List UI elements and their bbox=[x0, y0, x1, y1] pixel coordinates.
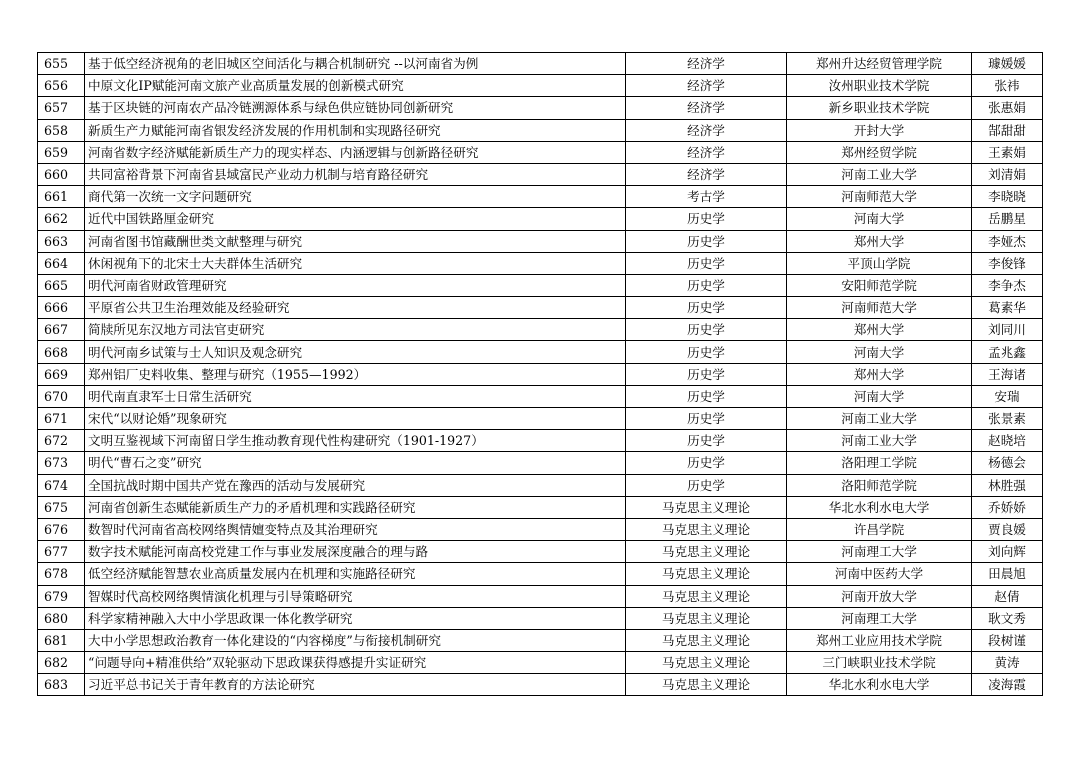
principal-investigator-cell: 林胜强 bbox=[972, 474, 1043, 496]
discipline-cell: 历史学 bbox=[626, 430, 787, 452]
row-number-cell: 672 bbox=[38, 430, 85, 452]
table-row bbox=[38, 629, 1043, 651]
discipline-cell: 历史学 bbox=[626, 274, 787, 296]
table-row bbox=[38, 230, 1043, 252]
discipline-cell: 马克思主义理论 bbox=[626, 496, 787, 518]
principal-investigator-cell: 李俊锋 bbox=[972, 252, 1043, 274]
discipline-cell: 马克思主义理论 bbox=[626, 563, 787, 585]
row-number-cell: 663 bbox=[38, 230, 85, 252]
institution-cell: 三门峡职业技术学院 bbox=[787, 652, 972, 674]
institution-cell: 郑州大学 bbox=[787, 230, 972, 252]
project-title-cell: 中原文化IP赋能河南文旅产业高质量发展的创新模式研究 bbox=[85, 75, 626, 97]
discipline-cell: 马克思主义理论 bbox=[626, 518, 787, 540]
institution-cell: 华北水利水电大学 bbox=[787, 496, 972, 518]
institution-cell: 华北水利水电大学 bbox=[787, 674, 972, 696]
table-row bbox=[38, 75, 1043, 97]
principal-investigator-cell: 王海诸 bbox=[972, 363, 1043, 385]
principal-investigator-cell: 李娅杰 bbox=[972, 230, 1043, 252]
institution-cell: 许昌学院 bbox=[787, 518, 972, 540]
row-number-cell: 677 bbox=[38, 541, 85, 563]
principal-investigator-cell: 耿文秀 bbox=[972, 607, 1043, 629]
table-row bbox=[38, 563, 1043, 585]
table-row bbox=[38, 496, 1043, 518]
table-row bbox=[38, 585, 1043, 607]
discipline-cell: 历史学 bbox=[626, 341, 787, 363]
project-title-cell: 宋代“以财论婚”现象研究 bbox=[85, 408, 626, 430]
table-row bbox=[38, 274, 1043, 296]
table-row bbox=[38, 430, 1043, 452]
institution-cell: 新乡职业技术学院 bbox=[787, 97, 972, 119]
project-title-cell: 明代河南乡试策与士人知识及观念研究 bbox=[85, 341, 626, 363]
institution-cell: 郑州经贸学院 bbox=[787, 141, 972, 163]
institution-cell: 洛阳师范学院 bbox=[787, 474, 972, 496]
discipline-cell: 经济学 bbox=[626, 75, 787, 97]
principal-investigator-cell: 赵晓培 bbox=[972, 430, 1043, 452]
table-row bbox=[38, 119, 1043, 141]
row-number-cell: 658 bbox=[38, 119, 85, 141]
principal-investigator-cell: 孟兆鑫 bbox=[972, 341, 1043, 363]
discipline-cell: 历史学 bbox=[626, 474, 787, 496]
institution-cell: 洛阳理工学院 bbox=[787, 452, 972, 474]
institution-cell: 郑州工业应用技术学院 bbox=[787, 629, 972, 651]
row-number-cell: 670 bbox=[38, 385, 85, 407]
row-number-cell: 675 bbox=[38, 496, 85, 518]
principal-investigator-cell: 乔娇娇 bbox=[972, 496, 1043, 518]
table-row bbox=[38, 297, 1043, 319]
project-title-cell: 数字技术赋能河南高校党建工作与事业发展深度融合的理与路 bbox=[85, 541, 626, 563]
table-row bbox=[38, 97, 1043, 119]
row-number-cell: 665 bbox=[38, 274, 85, 296]
discipline-cell: 经济学 bbox=[626, 97, 787, 119]
row-number-cell: 667 bbox=[38, 319, 85, 341]
discipline-cell: 历史学 bbox=[626, 252, 787, 274]
row-number-cell: 655 bbox=[38, 53, 85, 75]
institution-cell: 河南工业大学 bbox=[787, 430, 972, 452]
institution-cell: 河南开放大学 bbox=[787, 585, 972, 607]
discipline-cell: 经济学 bbox=[626, 163, 787, 185]
project-title-cell: 智媒时代高校网络舆情演化机理与引导策略研究 bbox=[85, 585, 626, 607]
row-number-cell: 660 bbox=[38, 163, 85, 185]
row-number-cell: 682 bbox=[38, 652, 85, 674]
row-number-cell: 656 bbox=[38, 75, 85, 97]
row-number-cell: 662 bbox=[38, 208, 85, 230]
row-number-cell: 678 bbox=[38, 563, 85, 585]
institution-cell: 郑州升达经贸管理学院 bbox=[787, 53, 972, 75]
project-title-cell: 基于区块链的河南农产品冷链溯源体系与绿色供应链协同创新研究 bbox=[85, 97, 626, 119]
project-title-cell: 明代河南省财政管理研究 bbox=[85, 274, 626, 296]
discipline-cell: 历史学 bbox=[626, 452, 787, 474]
row-number-cell: 680 bbox=[38, 607, 85, 629]
table-row bbox=[38, 53, 1043, 75]
table-row bbox=[38, 452, 1043, 474]
discipline-cell: 历史学 bbox=[626, 230, 787, 252]
project-title-cell: 科学家精神融入大中小学思政课一体化教学研究 bbox=[85, 607, 626, 629]
principal-investigator-cell: 郜甜甜 bbox=[972, 119, 1043, 141]
project-list-table bbox=[37, 52, 1043, 696]
project-title-cell: 大中小学思想政治教育一体化建设的“内容梯度”与衔接机制研究 bbox=[85, 629, 626, 651]
principal-investigator-cell: 岳鹏星 bbox=[972, 208, 1043, 230]
principal-investigator-cell: 王素娟 bbox=[972, 141, 1043, 163]
institution-cell: 开封大学 bbox=[787, 119, 972, 141]
institution-cell: 河南工业大学 bbox=[787, 408, 972, 430]
table-row bbox=[38, 541, 1043, 563]
principal-investigator-cell: 张景素 bbox=[972, 408, 1043, 430]
institution-cell: 河南大学 bbox=[787, 208, 972, 230]
discipline-cell: 马克思主义理论 bbox=[626, 674, 787, 696]
row-number-cell: 669 bbox=[38, 363, 85, 385]
table-row bbox=[38, 474, 1043, 496]
table-row bbox=[38, 208, 1043, 230]
project-title-cell: 休闲视角下的北宋士大夫群体生活研究 bbox=[85, 252, 626, 274]
institution-cell: 河南师范大学 bbox=[787, 186, 972, 208]
table-row bbox=[38, 363, 1043, 385]
project-title-cell: 共同富裕背景下河南省县域富民产业动力机制与培育路径研究 bbox=[85, 163, 626, 185]
institution-cell: 河南大学 bbox=[787, 385, 972, 407]
principal-investigator-cell: 刘清娟 bbox=[972, 163, 1043, 185]
row-number-cell: 668 bbox=[38, 341, 85, 363]
principal-investigator-cell: 贾良媛 bbox=[972, 518, 1043, 540]
institution-cell: 郑州大学 bbox=[787, 363, 972, 385]
row-number-cell: 679 bbox=[38, 585, 85, 607]
table-row bbox=[38, 341, 1043, 363]
discipline-cell: 历史学 bbox=[626, 385, 787, 407]
discipline-cell: 马克思主义理论 bbox=[626, 585, 787, 607]
row-number-cell: 666 bbox=[38, 297, 85, 319]
project-title-cell: 河南省图书馆藏酬世类文献整理与研究 bbox=[85, 230, 626, 252]
project-title-cell: 习近平总书记关于青年教育的方法论研究 bbox=[85, 674, 626, 696]
institution-cell: 河南理工大学 bbox=[787, 541, 972, 563]
principal-investigator-cell: 刘同川 bbox=[972, 319, 1043, 341]
row-number-cell: 664 bbox=[38, 252, 85, 274]
table-row bbox=[38, 252, 1043, 274]
row-number-cell: 671 bbox=[38, 408, 85, 430]
principal-investigator-cell: 安瑞 bbox=[972, 385, 1043, 407]
institution-cell: 河南工业大学 bbox=[787, 163, 972, 185]
institution-cell: 河南理工大学 bbox=[787, 607, 972, 629]
institution-cell: 郑州大学 bbox=[787, 319, 972, 341]
project-title-cell: 明代“曹石之变”研究 bbox=[85, 452, 626, 474]
row-number-cell: 661 bbox=[38, 186, 85, 208]
row-number-cell: 673 bbox=[38, 452, 85, 474]
principal-investigator-cell: 李争杰 bbox=[972, 274, 1043, 296]
principal-investigator-cell: 杨德会 bbox=[972, 452, 1043, 474]
principal-investigator-cell: 凌海霞 bbox=[972, 674, 1043, 696]
table-row bbox=[38, 518, 1043, 540]
table-row bbox=[38, 408, 1043, 430]
discipline-cell: 历史学 bbox=[626, 363, 787, 385]
table-row bbox=[38, 652, 1043, 674]
row-number-cell: 674 bbox=[38, 474, 85, 496]
project-title-cell: 简牍所见东汉地方司法官吏研究 bbox=[85, 319, 626, 341]
project-title-cell: 明代南直隶军士日常生活研究 bbox=[85, 385, 626, 407]
principal-investigator-cell: 赵倩 bbox=[972, 585, 1043, 607]
table-row bbox=[38, 163, 1043, 185]
principal-investigator-cell: 刘向辉 bbox=[972, 541, 1043, 563]
project-title-cell: 全国抗战时期中国共产党在豫西的活动与发展研究 bbox=[85, 474, 626, 496]
institution-cell: 平顶山学院 bbox=[787, 252, 972, 274]
project-title-cell: 文明互鉴视域下河南留日学生推动教育现代性构建研究（1901-1927） bbox=[85, 430, 626, 452]
table-row bbox=[38, 607, 1043, 629]
discipline-cell: 历史学 bbox=[626, 319, 787, 341]
principal-investigator-cell: 张祎 bbox=[972, 75, 1043, 97]
project-title-cell: 河南省数字经济赋能新质生产力的现实样态、内涵逻辑与创新路径研究 bbox=[85, 141, 626, 163]
institution-cell: 河南师范大学 bbox=[787, 297, 972, 319]
project-title-cell: 新质生产力赋能河南省银发经济发展的作用机制和实现路径研究 bbox=[85, 119, 626, 141]
row-number-cell: 657 bbox=[38, 97, 85, 119]
discipline-cell: 历史学 bbox=[626, 208, 787, 230]
project-title-cell: 数智时代河南省高校网络舆情嬗变特点及其治理研究 bbox=[85, 518, 626, 540]
discipline-cell: 考古学 bbox=[626, 186, 787, 208]
project-title-cell: 郑州铝厂史料收集、整理与研究（1955—1992） bbox=[85, 363, 626, 385]
principal-investigator-cell: 璩媛媛 bbox=[972, 53, 1043, 75]
discipline-cell: 历史学 bbox=[626, 297, 787, 319]
project-title-cell: 低空经济赋能智慧农业高质量发展内在机理和实施路径研究 bbox=[85, 563, 626, 585]
table-body bbox=[38, 53, 1043, 696]
principal-investigator-cell: 葛素华 bbox=[972, 297, 1043, 319]
row-number-cell: 659 bbox=[38, 141, 85, 163]
principal-investigator-cell: 张惠娟 bbox=[972, 97, 1043, 119]
project-title-cell: 基于低空经济视角的老旧城区空间活化与耦合机制研究 --以河南省为例 bbox=[85, 53, 626, 75]
table-row bbox=[38, 186, 1043, 208]
table-row bbox=[38, 385, 1043, 407]
discipline-cell: 马克思主义理论 bbox=[626, 607, 787, 629]
principal-investigator-cell: 段树谨 bbox=[972, 629, 1043, 651]
table-row bbox=[38, 319, 1043, 341]
row-number-cell: 683 bbox=[38, 674, 85, 696]
row-number-cell: 681 bbox=[38, 629, 85, 651]
project-title-cell: 近代中国铁路厘金研究 bbox=[85, 208, 626, 230]
project-title-cell: 平原省公共卫生治理效能及经验研究 bbox=[85, 297, 626, 319]
institution-cell: 河南中医药大学 bbox=[787, 563, 972, 585]
discipline-cell: 马克思主义理论 bbox=[626, 652, 787, 674]
discipline-cell: 经济学 bbox=[626, 141, 787, 163]
institution-cell: 安阳师范学院 bbox=[787, 274, 972, 296]
principal-investigator-cell: 李晓晓 bbox=[972, 186, 1043, 208]
discipline-cell: 经济学 bbox=[626, 53, 787, 75]
table-row bbox=[38, 141, 1043, 163]
discipline-cell: 马克思主义理论 bbox=[626, 629, 787, 651]
discipline-cell: 马克思主义理论 bbox=[626, 541, 787, 563]
principal-investigator-cell: 黄涛 bbox=[972, 652, 1043, 674]
project-title-cell: 商代第一次统一文字问题研究 bbox=[85, 186, 626, 208]
project-title-cell: 河南省创新生态赋能新质生产力的矛盾机理和实践路径研究 bbox=[85, 496, 626, 518]
discipline-cell: 历史学 bbox=[626, 408, 787, 430]
principal-investigator-cell: 田晨旭 bbox=[972, 563, 1043, 585]
discipline-cell: 经济学 bbox=[626, 119, 787, 141]
row-number-cell: 676 bbox=[38, 518, 85, 540]
table-row bbox=[38, 674, 1043, 696]
institution-cell: 河南大学 bbox=[787, 341, 972, 363]
institution-cell: 汝州职业技术学院 bbox=[787, 75, 972, 97]
project-title-cell: “问题导向+精准供给”双轮驱动下思政课获得感提升实证研究 bbox=[85, 652, 626, 674]
